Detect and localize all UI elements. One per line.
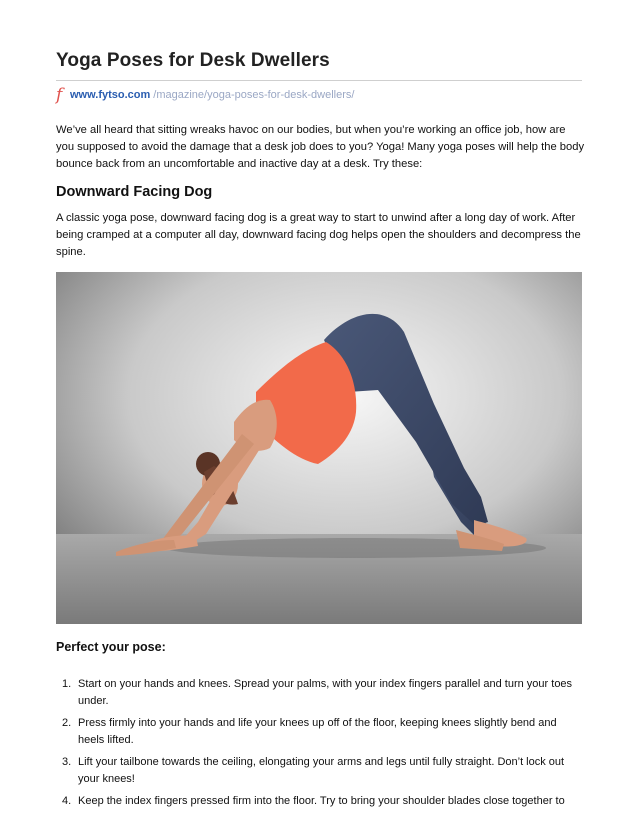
pose-steps-list (56, 676, 582, 815)
section-heading: Downward Facing Dog (56, 184, 213, 200)
title-divider (56, 80, 582, 81)
step-text: Keep the index fingers pressed firm into the floor. Try to bring your shoulder blades close together to (78, 795, 565, 807)
list-item (56, 754, 582, 788)
step-number: 2. (62, 717, 72, 729)
step-number: 4. (62, 795, 72, 807)
fytso-logo-icon: f (56, 85, 63, 105)
pose-steps-heading: Perfect your pose: (56, 640, 166, 654)
downward-dog-photo (56, 272, 582, 624)
source-line (56, 86, 354, 104)
list-item (56, 793, 582, 810)
step-number: 1. (62, 678, 72, 690)
step-number: 3. (62, 756, 72, 768)
list-item (56, 715, 582, 749)
source-path-link[interactable]: /magazine/yoga-poses-for-desk-dwellers/ (153, 89, 355, 101)
source-domain-link[interactable]: www.fytso.com (70, 89, 151, 101)
intro-paragraph: We’ve all heard that sitting wreaks havoc on our bodies, but when you’re working an office job, how are you supposed to avoid the damage that a desk job does to you? Yoga! Many yoga poses will help the body bounce back from an uncomfortable and inactive day at a desk. Try these: (56, 124, 585, 170)
section-description: A classic yoga pose, downward facing dog is a great way to start to unwind after a long day of work. After being cramped at a computer all day, downward facing dog helps open the shoulders and decompress the spine. (56, 212, 581, 258)
step-text: Press firmly into your hands and life your knees up off of the floor, keeping knees slightly bend and heels lifted. (78, 717, 557, 746)
step-text: Lift your tailbone towards the ceiling, elongating your arms and legs until fully straight. Don’t lock out your knees! (78, 756, 565, 785)
article-title: Yoga Poses for Desk Dwellers (56, 50, 330, 71)
list-item (56, 676, 582, 710)
step-text: Start on your hands and knees. Spread your palms, with your index fingers parallel and turn your toes under. (78, 678, 573, 707)
